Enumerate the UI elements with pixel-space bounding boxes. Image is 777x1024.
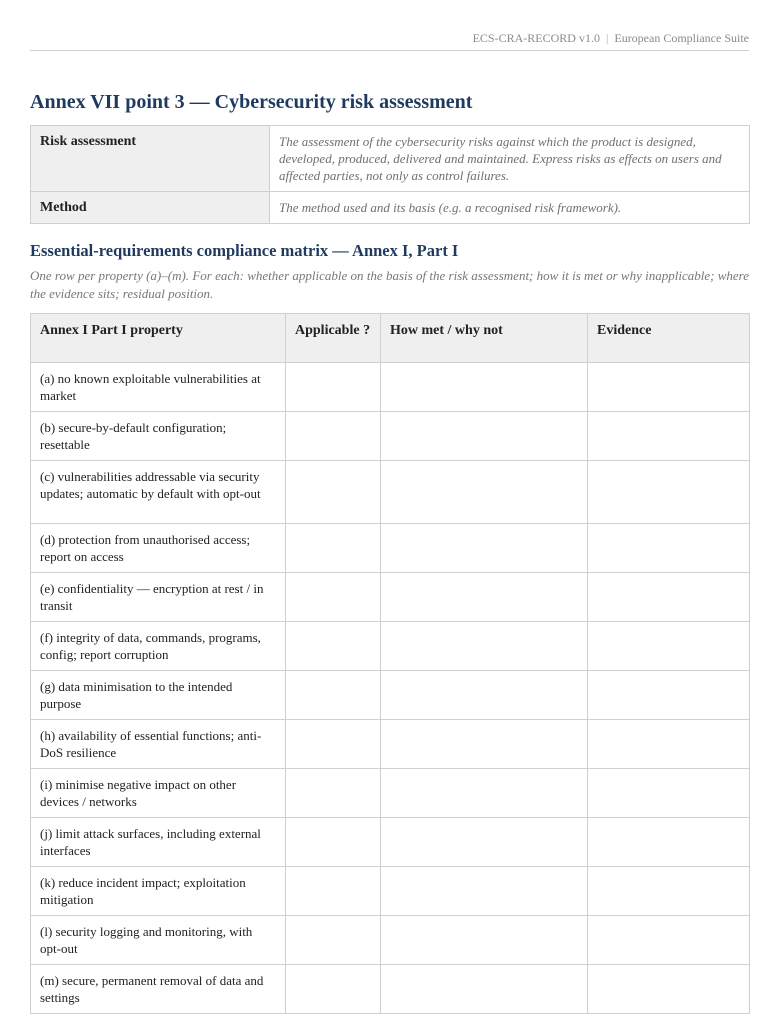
method-description: The method used and its basis (e.g. a recognised risk framework). xyxy=(270,192,750,224)
evidence-cell[interactable] xyxy=(588,622,750,671)
how-met-cell[interactable] xyxy=(381,671,588,720)
how-met-cell[interactable] xyxy=(381,524,588,573)
applicable-cell[interactable] xyxy=(286,412,381,461)
evidence-cell[interactable] xyxy=(588,573,750,622)
compliance-matrix-table xyxy=(30,313,750,1014)
table-row xyxy=(31,720,750,769)
applicable-cell[interactable] xyxy=(286,867,381,916)
column-header-how-met: How met / why not xyxy=(381,314,588,363)
how-met-cell[interactable] xyxy=(381,818,588,867)
header-separator: | xyxy=(605,31,609,45)
table-row xyxy=(31,671,750,720)
evidence-cell[interactable] xyxy=(588,769,750,818)
method-label: Method xyxy=(31,192,270,224)
column-header-evidence: Evidence xyxy=(588,314,750,363)
evidence-cell[interactable] xyxy=(588,363,750,412)
column-header-applicable: Applicable ? xyxy=(286,314,381,363)
applicable-cell[interactable] xyxy=(286,573,381,622)
applicable-cell[interactable] xyxy=(286,720,381,769)
table-row xyxy=(31,769,750,818)
matrix-header-row xyxy=(31,314,750,363)
property-cell: (g) data minimisation to the intended purpose xyxy=(31,671,286,720)
document-id: ECS-CRA-RECORD v1.0 xyxy=(472,31,600,45)
property-cell: (f) integrity of data, commands, programs, config; report corruption xyxy=(31,622,286,671)
table-row xyxy=(31,916,750,965)
running-header xyxy=(30,0,749,51)
risk-assessment-description: The assessment of the cybersecurity risks against which the product is designed, developed, produced, delivered and maintained. Express risks as effects on users and affected parties, not only as control failures. xyxy=(270,126,750,192)
applicable-cell[interactable] xyxy=(286,916,381,965)
evidence-cell[interactable] xyxy=(588,916,750,965)
table-row xyxy=(31,867,750,916)
property-cell: (j) limit attack surfaces, including external interfaces xyxy=(31,818,286,867)
property-cell: (h) availability of essential functions; anti-DoS resilience xyxy=(31,720,286,769)
property-cell: (i) minimise negative impact on other devices / networks xyxy=(31,769,286,818)
matrix-heading: Essential-requirements compliance matrix — Annex I, Part I xyxy=(30,241,459,260)
how-met-cell[interactable] xyxy=(381,720,588,769)
property-cell: (c) vulnerabilities addressable via security updates; automatic by default with opt-out xyxy=(31,461,286,524)
evidence-cell[interactable] xyxy=(588,671,750,720)
evidence-cell[interactable] xyxy=(588,412,750,461)
table-row xyxy=(31,363,750,412)
suite-name: European Compliance Suite xyxy=(614,31,749,45)
how-met-cell[interactable] xyxy=(381,461,588,524)
property-cell: (e) confidentiality — encryption at rest / in transit xyxy=(31,573,286,622)
table-row xyxy=(31,622,750,671)
assessment-info-table xyxy=(30,125,750,224)
property-cell: (m) secure, permanent removal of data and settings xyxy=(31,965,286,1014)
how-met-cell[interactable] xyxy=(381,867,588,916)
table-row xyxy=(31,818,750,867)
how-met-cell[interactable] xyxy=(381,573,588,622)
applicable-cell[interactable] xyxy=(286,363,381,412)
applicable-cell[interactable] xyxy=(286,965,381,1014)
how-met-cell[interactable] xyxy=(381,363,588,412)
applicable-cell[interactable] xyxy=(286,818,381,867)
table-row xyxy=(31,412,750,461)
applicable-cell[interactable] xyxy=(286,461,381,524)
evidence-cell[interactable] xyxy=(588,867,750,916)
property-cell: (b) secure-by-default configuration; resettable xyxy=(31,412,286,461)
how-met-cell[interactable] xyxy=(381,412,588,461)
column-header-property: Annex I Part I property xyxy=(31,314,286,363)
table-row xyxy=(31,965,750,1014)
property-cell: (l) security logging and monitoring, with opt-out xyxy=(31,916,286,965)
evidence-cell[interactable] xyxy=(588,720,750,769)
property-cell: (a) no known exploitable vulnerabilities at market xyxy=(31,363,286,412)
matrix-intro: One row per property (a)–(m). For each: whether applicable on the basis of the risk assessment; how it is met or why inapplicable; where the evidence sits; residual position. xyxy=(30,268,749,301)
property-cell: (d) protection from unauthorised access; report on access xyxy=(31,524,286,573)
evidence-cell[interactable] xyxy=(588,965,750,1014)
table-row xyxy=(31,461,750,524)
property-cell: (k) reduce incident impact; exploitation mitigation xyxy=(31,867,286,916)
evidence-cell[interactable] xyxy=(588,818,750,867)
risk-assessment-label: Risk assessment xyxy=(31,126,270,192)
how-met-cell[interactable] xyxy=(381,769,588,818)
risk-assessment-row xyxy=(31,126,750,192)
applicable-cell[interactable] xyxy=(286,622,381,671)
document-page xyxy=(30,0,749,1014)
evidence-cell[interactable] xyxy=(588,461,750,524)
method-row xyxy=(31,192,750,224)
how-met-cell[interactable] xyxy=(381,965,588,1014)
table-row xyxy=(31,573,750,622)
how-met-cell[interactable] xyxy=(381,622,588,671)
how-met-cell[interactable] xyxy=(381,916,588,965)
page-title: Annex VII point 3 — Cybersecurity risk assessment xyxy=(30,91,473,113)
applicable-cell[interactable] xyxy=(286,769,381,818)
applicable-cell[interactable] xyxy=(286,671,381,720)
table-row xyxy=(31,524,750,573)
applicable-cell[interactable] xyxy=(286,524,381,573)
evidence-cell[interactable] xyxy=(588,524,750,573)
